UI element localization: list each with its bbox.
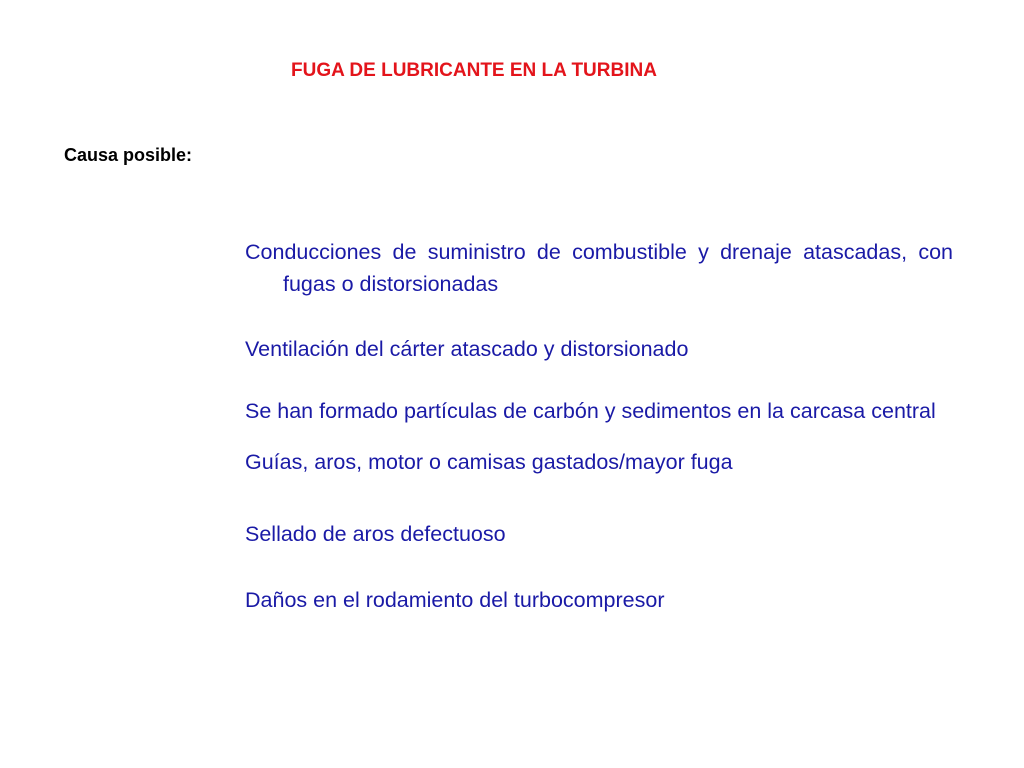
slide-subtitle: Causa posible: [64, 145, 193, 165]
cause-item: Ventilación del cárter atascado y distorsionado [245, 337, 689, 361]
cause-item: Se han formado partículas de carbón y sedimentos en la carcasa central [245, 399, 936, 423]
cause-item: Conducciones de suministro de combustible y drenaje atascadas, con fugas o distorsionadas [245, 240, 953, 296]
slide-title: FUGA DE LUBRICANTE EN LA TURBINA [291, 60, 657, 81]
cause-item: Daños en el rodamiento del turbocompresor [245, 588, 665, 612]
cause-item: Sellado de aros defectuoso [245, 522, 506, 546]
causes-list [245, 236, 953, 616]
cause-item: Guías, aros, motor o camisas gastados/mayor fuga [245, 450, 733, 474]
